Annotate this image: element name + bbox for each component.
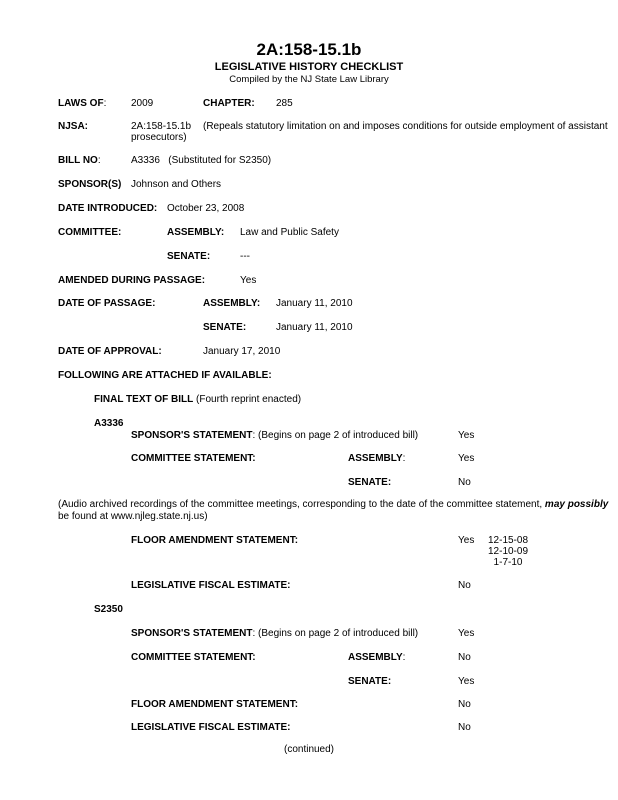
s2350-committee-senate-label: SENATE:: [348, 676, 392, 687]
a3336-floor-date: 12-15-08: [487, 535, 529, 546]
compiled-by: Compiled by the NJ State Law Library: [229, 74, 389, 85]
committee-assembly-label: ASSEMBLY:: [167, 227, 225, 238]
passage-assembly-label: ASSEMBLY:: [203, 298, 261, 309]
bill-no-label: BILL NO:: [58, 155, 101, 166]
sponsors-value: Johnson and Others: [131, 179, 222, 190]
amended-value: Yes: [240, 275, 257, 286]
committee-label: COMMITTEE:: [58, 227, 122, 238]
committee-senate-label: SENATE:: [167, 251, 211, 262]
a3336-fiscal-value: No: [458, 580, 471, 591]
njsa-value: 2A:158-15.1b: [131, 121, 192, 132]
s2350-sponsor-statement: SPONSOR'S STATEMENT: (Begins on page 2 of introduced bill): [131, 628, 419, 639]
s2350-floor-value: No: [458, 699, 471, 710]
passage-assembly-value: January 11, 2010: [276, 298, 353, 309]
committee-senate-value: ---: [240, 251, 250, 262]
s2350-committee-assembly-label: ASSEMBLY:: [348, 652, 406, 663]
s2350-floor-label: FLOOR AMENDMENT STATEMENT:: [131, 699, 299, 710]
s2350-sponsor-value: Yes: [458, 628, 475, 639]
date-introduced-value: October 23, 2008: [167, 203, 245, 214]
a3336-floor-date: 1-7-10: [493, 557, 523, 568]
chapter-value: 285: [276, 98, 293, 109]
date-of-approval-label: DATE OF APPROVAL:: [58, 346, 162, 357]
amended-label: AMENDED DURING PASSAGE:: [58, 275, 206, 286]
a3336-floor-date: 12-10-09: [487, 546, 529, 557]
njsa-description-line1: (Repeals statutory limitation on and imposes conditions for outside employment of assistant: [203, 121, 608, 132]
s2350-heading: S2350: [94, 604, 123, 615]
a3336-fiscal-label: LEGISLATIVE FISCAL ESTIMATE:: [131, 580, 291, 591]
sponsors-label: SPONSOR(S): [58, 179, 122, 190]
njsa-label: NJSA:: [58, 121, 89, 132]
a3336-sponsor-statement: SPONSOR'S STATEMENT: (Begins on page 2 of introduced bill): [131, 430, 419, 441]
a3336-floor-label: FLOOR AMENDMENT STATEMENT:: [131, 535, 299, 546]
a3336-committee-assembly-label: ASSEMBLY:: [348, 453, 406, 464]
passage-senate-value: January 11, 2010: [276, 322, 353, 333]
passage-senate-label: SENATE:: [203, 322, 247, 333]
s2350-fiscal-value: No: [458, 722, 471, 733]
final-text-row: FINAL TEXT OF BILL (Fourth reprint enacted): [94, 394, 302, 405]
date-of-passage-label: DATE OF PASSAGE:: [58, 298, 156, 309]
a3336-committee-senate-value: No: [458, 477, 471, 488]
njsa-description-line2: prosecutors): [131, 132, 187, 143]
attached-heading: FOLLOWING ARE ATTACHED IF AVAILABLE:: [58, 370, 272, 381]
a3336-sponsor-value: Yes: [458, 430, 475, 441]
page-title: 2A:158-15.1b: [256, 40, 362, 59]
a3336-heading: A3336: [94, 418, 124, 429]
audio-note-line1: (Audio archived recordings of the committee meetings, corresponding to the date of the committee statement, may possibly: [58, 499, 609, 510]
audio-note-line2: be found at www.njleg.state.nj.us): [58, 511, 208, 522]
date-introduced-label: DATE INTRODUCED:: [58, 203, 158, 214]
s2350-committee-senate-value: Yes: [458, 676, 475, 687]
bill-no-value: A3336 (Substituted for S2350): [131, 155, 272, 166]
s2350-fiscal-label: LEGISLATIVE FISCAL ESTIMATE:: [131, 722, 291, 733]
date-of-approval-value: January 17, 2010: [203, 346, 281, 357]
a3336-committee-senate-label: SENATE:: [348, 477, 392, 488]
page-subtitle: LEGISLATIVE HISTORY CHECKLIST: [214, 61, 404, 73]
a3336-committee-assembly-value: Yes: [458, 453, 475, 464]
laws-of-label: LAWS OF:: [58, 98, 107, 109]
committee-assembly-value: Law and Public Safety: [240, 227, 339, 238]
laws-of-value: 2009: [131, 98, 154, 109]
s2350-committee-assembly-value: No: [458, 652, 471, 663]
a3336-committee-label: COMMITTEE STATEMENT:: [131, 453, 256, 464]
chapter-label: CHAPTER:: [203, 98, 255, 109]
continued-note: (continued): [283, 744, 335, 755]
s2350-committee-label: COMMITTEE STATEMENT:: [131, 652, 256, 663]
a3336-floor-value: Yes: [458, 535, 475, 546]
